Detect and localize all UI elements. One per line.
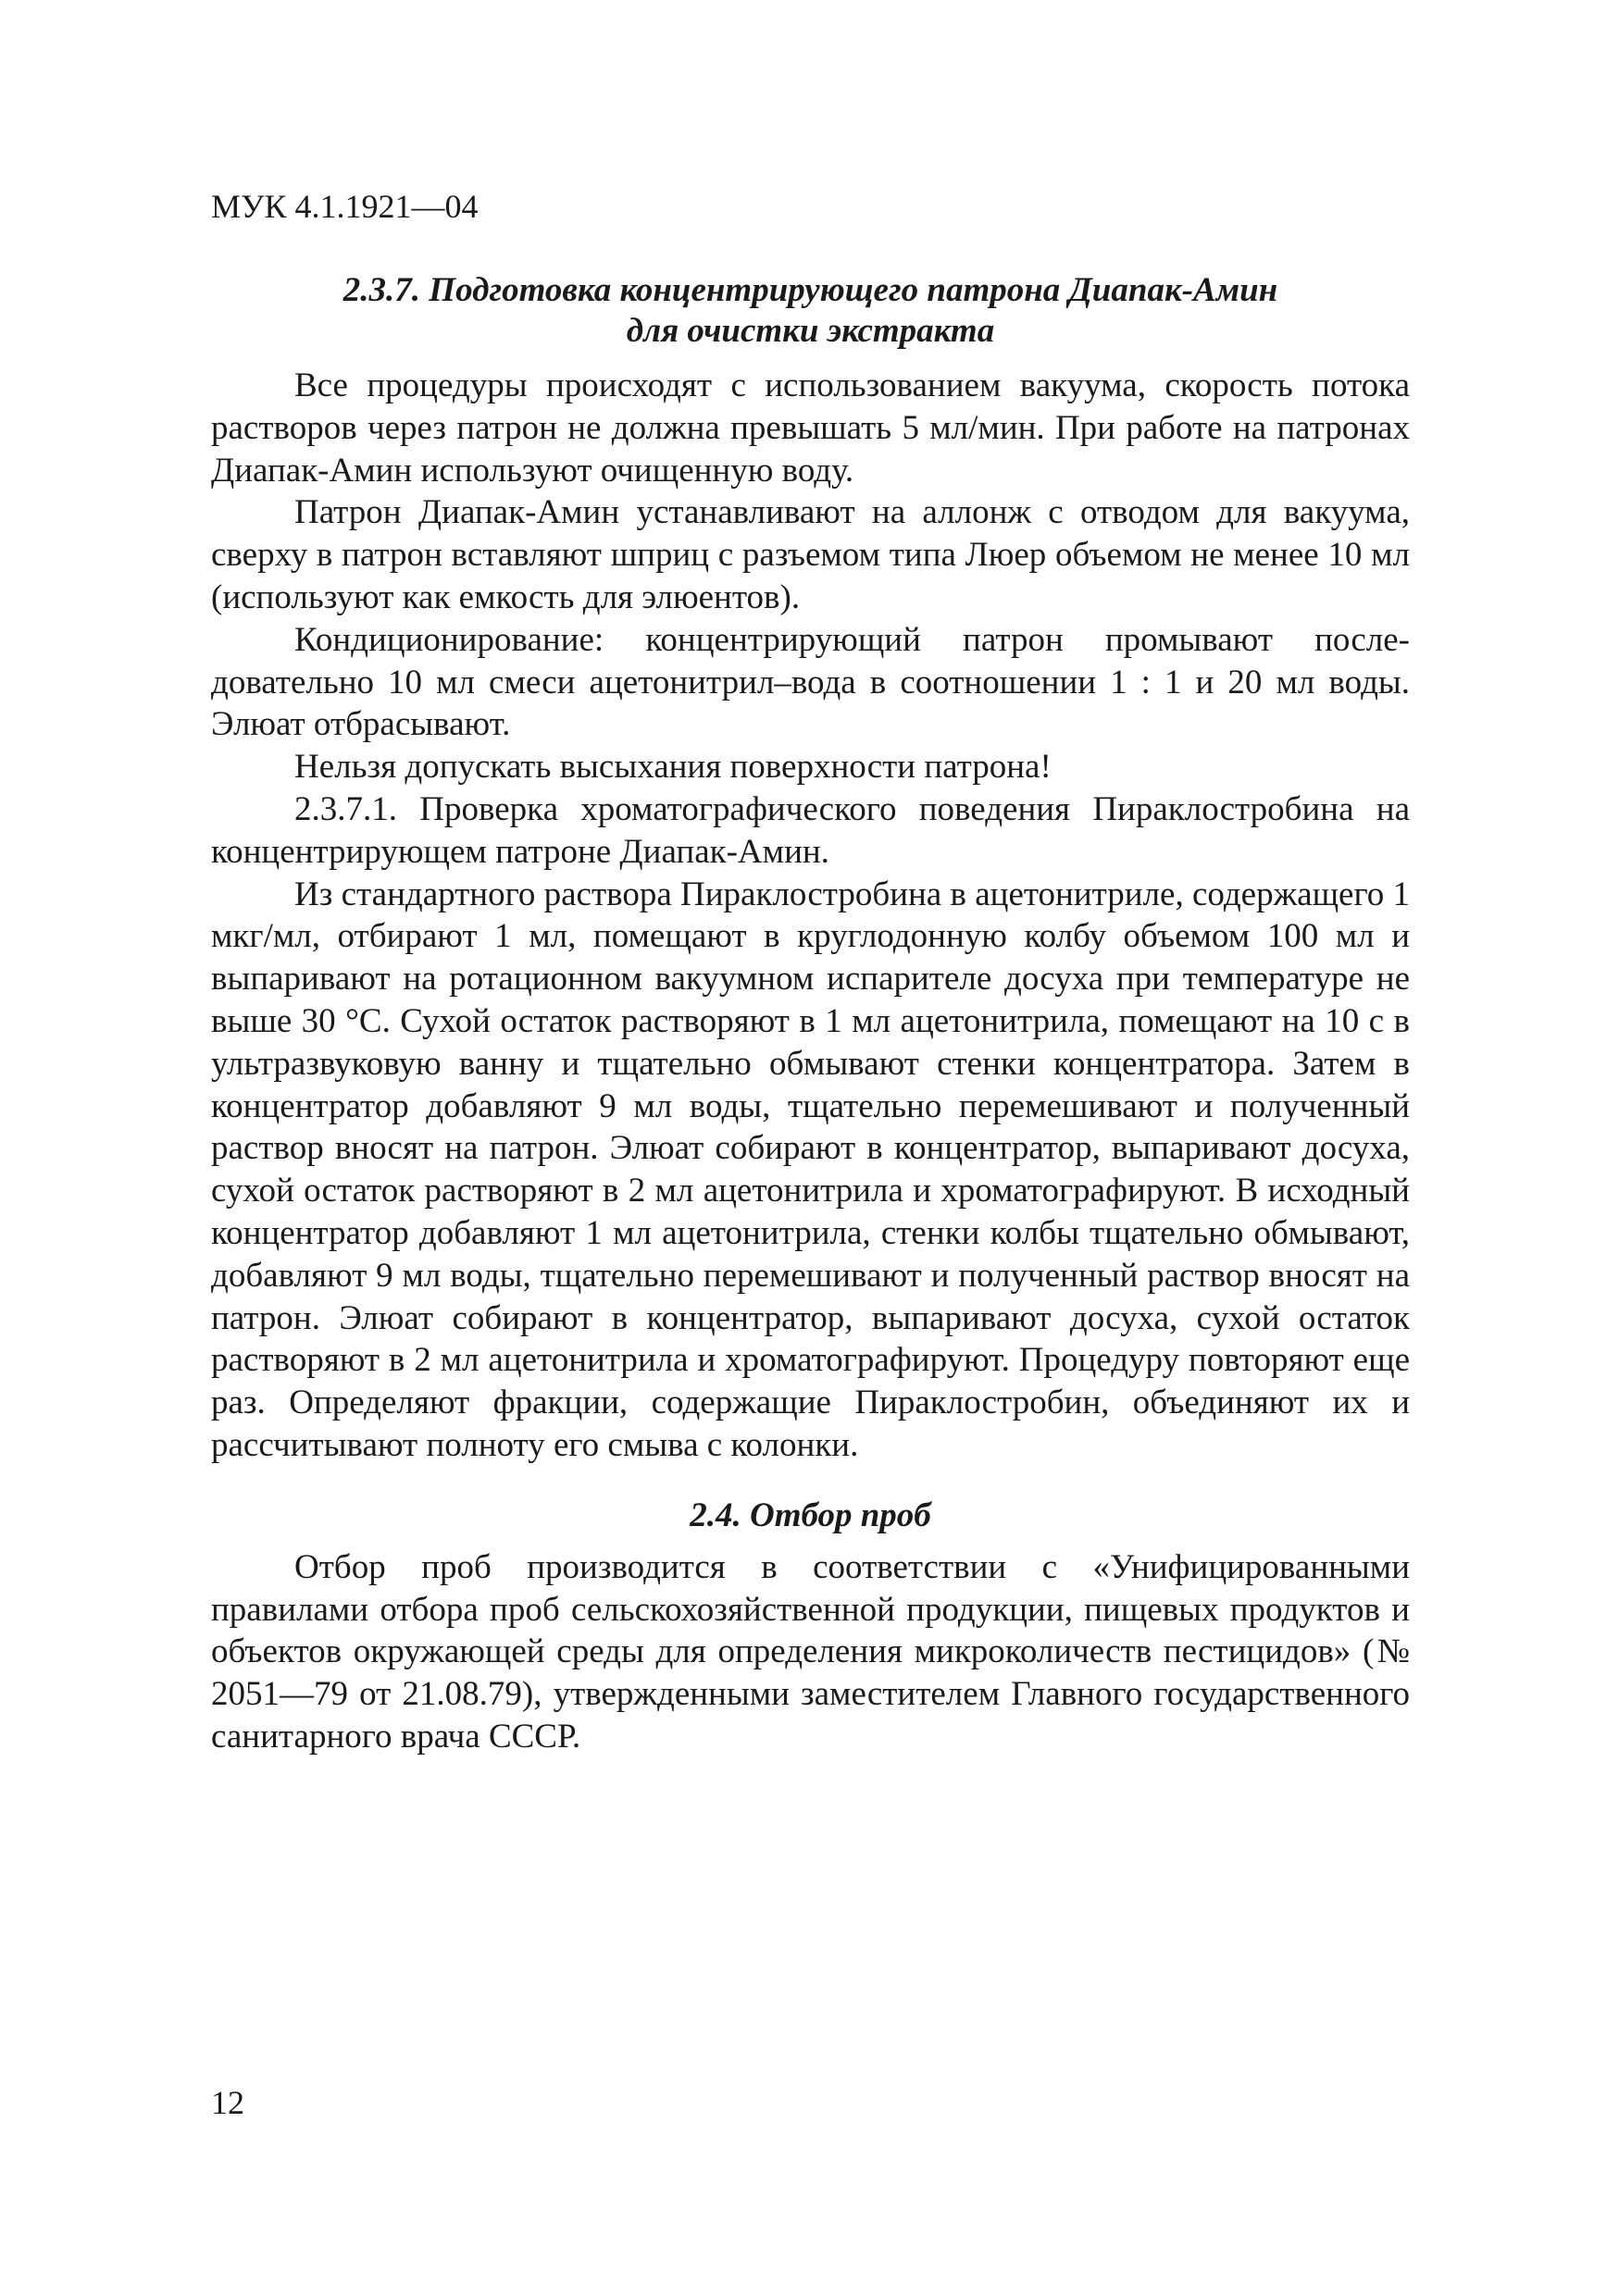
paragraph-vacuum-procedures: Все процедуры происходят с использованием вакуума, скорость потока растворов через патрон не должна превышать 5 мл/мин. При работе на патронах Диапак-Амин используют очищенную воду.: [211, 366, 1410, 490]
paragraph-cartridge-setup: Патрон Диапак-Амин устанавливают на аллонж с отводом для вакуума, сверху в патрон вставляют шприц с разъемом типа Люер объемом не менее 10 мл (используют как емкость для элюентов).: [211, 493, 1410, 616]
paragraph-conditioning: Кондиционирование: концентрирующий патрон промывают последовательно 10 мл смеси ацетонитрил–вода в соотношении 1 : 1 и 20 мл воды. Элюат отбрасывают.: [211, 620, 1410, 744]
section-title-2-3-7: [211, 270, 1410, 352]
paragraph-procedure: Из стандартного раствора Пираклостробина в ацетонитриле, содержащего 1 мкг/мл, отбирают 1 мл, помещают в круглодонную колбу объемом 100 мл и выпаривают на ротационном вакуумном испарителе досуха при температуре не выше 30 °С. Сухой остаток растворяют в 1 мл ацетонитрила, помещают на 10 с в ультразвуковую ванну и тщательно обмывают стенки концентратора. Затем в концентратор добавляют 9 мл воды, тщательно перемешивают и полученный раствор вносят на патрон. Элюат собирают в концентратор, выпаривают досуха, сухой остаток растворяют в 2 мл ацетонитрила и хроматографируют. В исходный концентратор добавляют 1 мл ацетонитрила, стенки колбы тщательно обмывают, добавляют 9 мл воды, тщательно перемешивают и полученный раствор вносят на патрон. Элюат собирают в концентратор, выпаривают досуха, сухой остаток растворяют в 2 мл ацетонитрила и хроматографируют. Процедуру повторяют еще раз. Определяют фракции, содержащие Пираклостробин, объединяют их и рассчитывают полноту его смыва с колонки.: [211, 875, 1410, 1464]
page-content: [211, 270, 1410, 1758]
paragraph-subsection-2-3-7-1: 2.3.7.1. Проверка хроматографического поведения Пираклостробина на концентрирующем патроне Диапак-Амин.: [211, 789, 1410, 871]
section-title-line-2: для очистки экстракта: [626, 312, 995, 350]
document-code: МУК 4.1.1921—04: [211, 188, 479, 225]
section-title-2-4: 2.4. Отбор проб: [690, 1496, 931, 1534]
section-title-line-1: 2.3.7. Подготовка концентрирующего патрона Диапак-Амин: [342, 271, 1278, 309]
paragraph-warning: Нельзя допускать высыхания поверхности патрона!: [294, 748, 1052, 787]
page-number: 12: [211, 2084, 244, 2121]
paragraph-sampling: Отбор проб производится в соответствии с «Унифицированными правилами отбора проб сельскохозяйственной продукции, пищевых продуктов и объектов окружающей среды для определения микроколичеств пестицидов» (№ 2051—79 от 21.08.79), утвержденными заместителем Главного государственного санитарного врача СССР.: [211, 1547, 1410, 1756]
